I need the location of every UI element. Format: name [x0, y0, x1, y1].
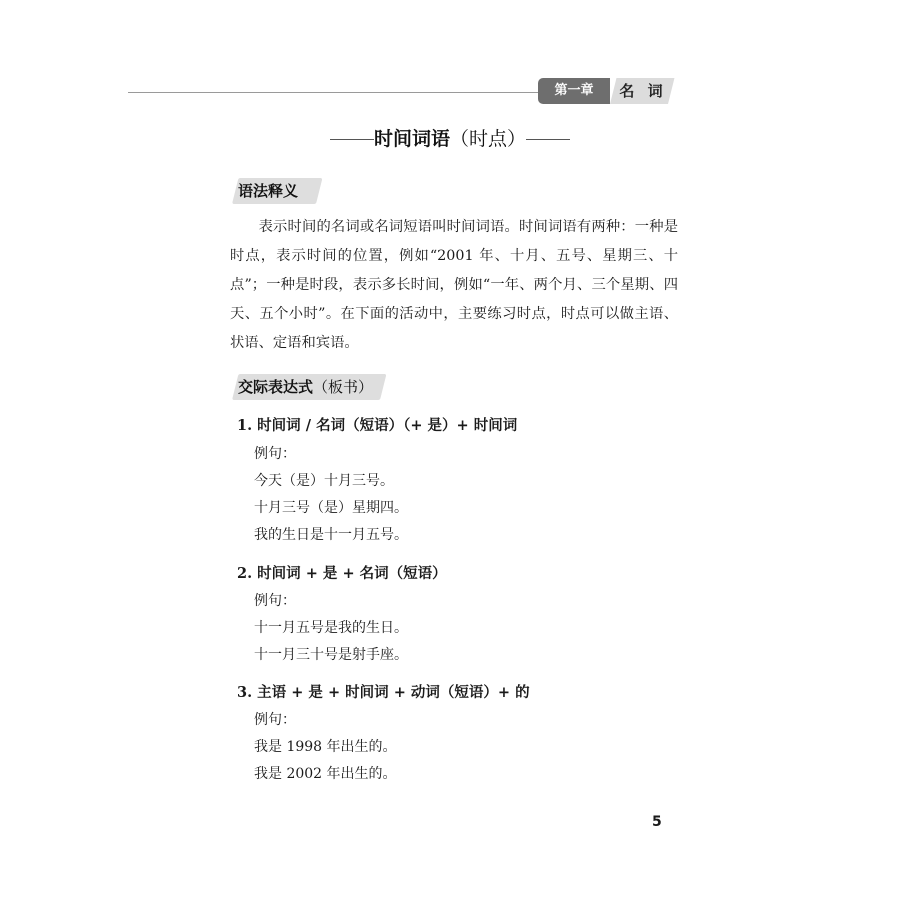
- grammar-paragraph: [230, 213, 678, 358]
- grammar-heading-text: [238, 178, 298, 204]
- expressions-heading-main: 交际表达式: [238, 378, 314, 396]
- title-rule-left: [330, 139, 374, 140]
- chapter-label: 第一章: [554, 83, 594, 98]
- grammar-paragraph-text: 表示时间的名词或名词短语叫时间词语。时间词语有两种：一种是时点，表示时间的位置，例如“2001 年、十月、五号、星期三、十点”；一种是时段，表示多长时间，例如“一年、两个月、三个星期、四天、五个小时”。在下面的活动中，主要练习时点，时点可以做主语、状语、定语和宾语。: [230, 219, 678, 351]
- title-rule-right: [526, 139, 570, 140]
- rule-item-3: 3. 主语 + 是 + 时间词 + 动词（短语）+ 的: [237, 684, 530, 701]
- chapter-tab: [538, 78, 678, 104]
- expressions-heading-text: [238, 374, 373, 400]
- chapter-name: 名 词: [619, 82, 667, 100]
- rule-item-2: 2. 时间词 + 是 + 名词（短语）: [237, 565, 447, 582]
- example-3-2: 我是 2002 年出生的。: [254, 766, 397, 782]
- example-3-1: 我是 1998 年出生的。: [254, 739, 397, 755]
- example-2-1: 十一月五号是我的生日。: [254, 620, 408, 636]
- example-label-1: 例句：: [254, 446, 296, 462]
- example-1-2: 十月三号（是）星期四。: [254, 500, 408, 516]
- example-label-3: 例句：: [254, 712, 296, 728]
- example-1-3: 我的生日是十一月五号。: [254, 527, 408, 543]
- example-label-2: 例句：: [254, 593, 296, 609]
- section-title-main: 时间词语: [373, 128, 450, 150]
- expressions-heading-sub: （板书）: [313, 378, 374, 396]
- section-title-sub: （时点）: [450, 128, 527, 150]
- page-number: 5: [652, 814, 662, 830]
- example-2-2: 十一月三十号是射手座。: [254, 647, 408, 663]
- rule-item-1: 1. 时间词 / 名词（短语）（+ 是）+ 时间词: [237, 417, 518, 434]
- example-1-1: 今天（是）十月三号。: [254, 473, 394, 489]
- grammar-heading-label: 语法释义: [238, 182, 299, 200]
- section-title: [300, 124, 600, 154]
- header-rule: [128, 92, 538, 93]
